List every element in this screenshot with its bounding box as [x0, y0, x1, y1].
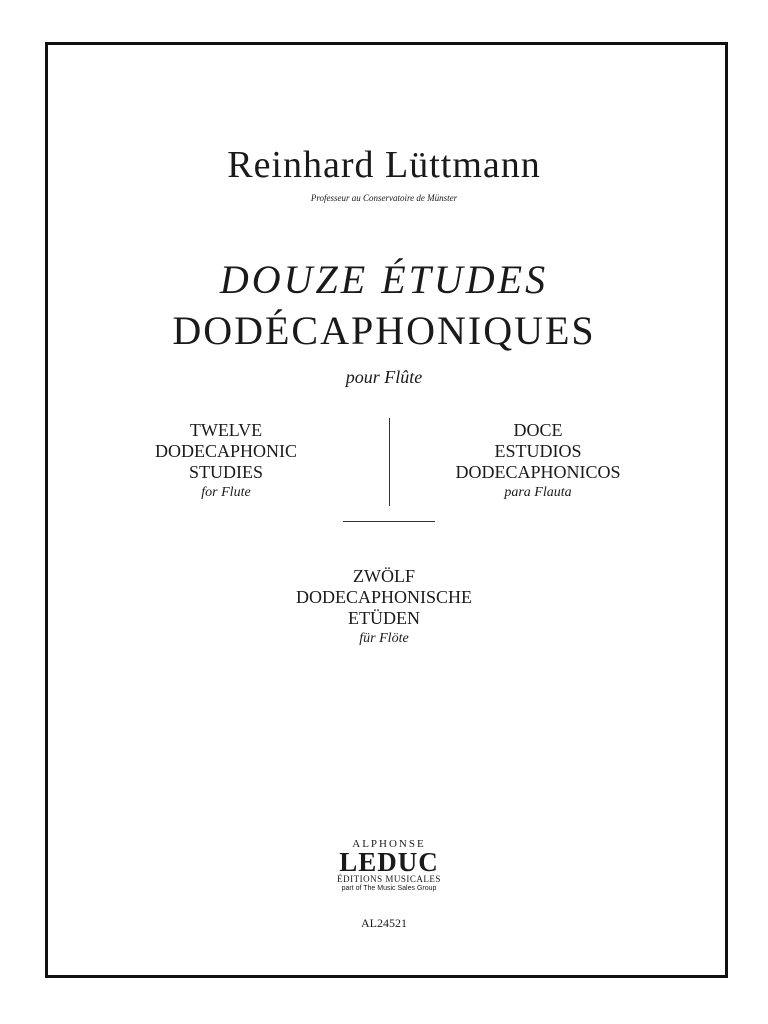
title-line-2: DODÉCAPHONIQUES: [172, 308, 596, 353]
spanish-title-line-3: DODECAPHONICOS: [455, 462, 621, 482]
publisher-logo-sub: ÉDITIONS MUSICALES: [337, 874, 441, 884]
publisher-logo-name: LEDUC: [339, 847, 439, 877]
german-instrument: für Flöte: [359, 631, 409, 646]
spanish-title-line-2: ESTUDIOS: [494, 441, 582, 461]
german-title-line-2: DODECAPHONISCHE: [295, 587, 472, 607]
english-title-line-1: TWELVE: [189, 420, 263, 440]
german-title-line-1: ZWÖLF: [353, 566, 415, 586]
publisher-group: part of The Music Sales Group: [341, 885, 437, 892]
spanish-title-block: [408, 420, 668, 503]
vertical-divider: [389, 418, 390, 506]
english-title-line-3: STUDIES: [188, 462, 263, 482]
english-instrument: for Flute: [201, 485, 251, 500]
spanish-instrument: para Flauta: [504, 485, 572, 500]
german-title-line-3: ETÜDEN: [348, 608, 420, 628]
english-title-block: [96, 420, 356, 503]
german-title-block: [0, 566, 768, 649]
title-instrument: pour Flûte: [345, 367, 423, 387]
composer-position: Professeur au Conservatoire de Münster: [310, 193, 458, 203]
catalog-number: AL24521: [361, 916, 407, 930]
publisher-logo-top: ALPHONSE: [352, 838, 426, 850]
horizontal-divider: [343, 521, 435, 522]
composer-name: Reinhard Lüttmann: [227, 144, 541, 186]
title-line-1: DOUZE ÉTUDES: [219, 257, 549, 302]
publisher-logo: [334, 838, 444, 893]
spanish-title-line-1: DOCE: [513, 420, 563, 440]
english-title-line-2: DODECAPHONIC: [154, 441, 297, 461]
